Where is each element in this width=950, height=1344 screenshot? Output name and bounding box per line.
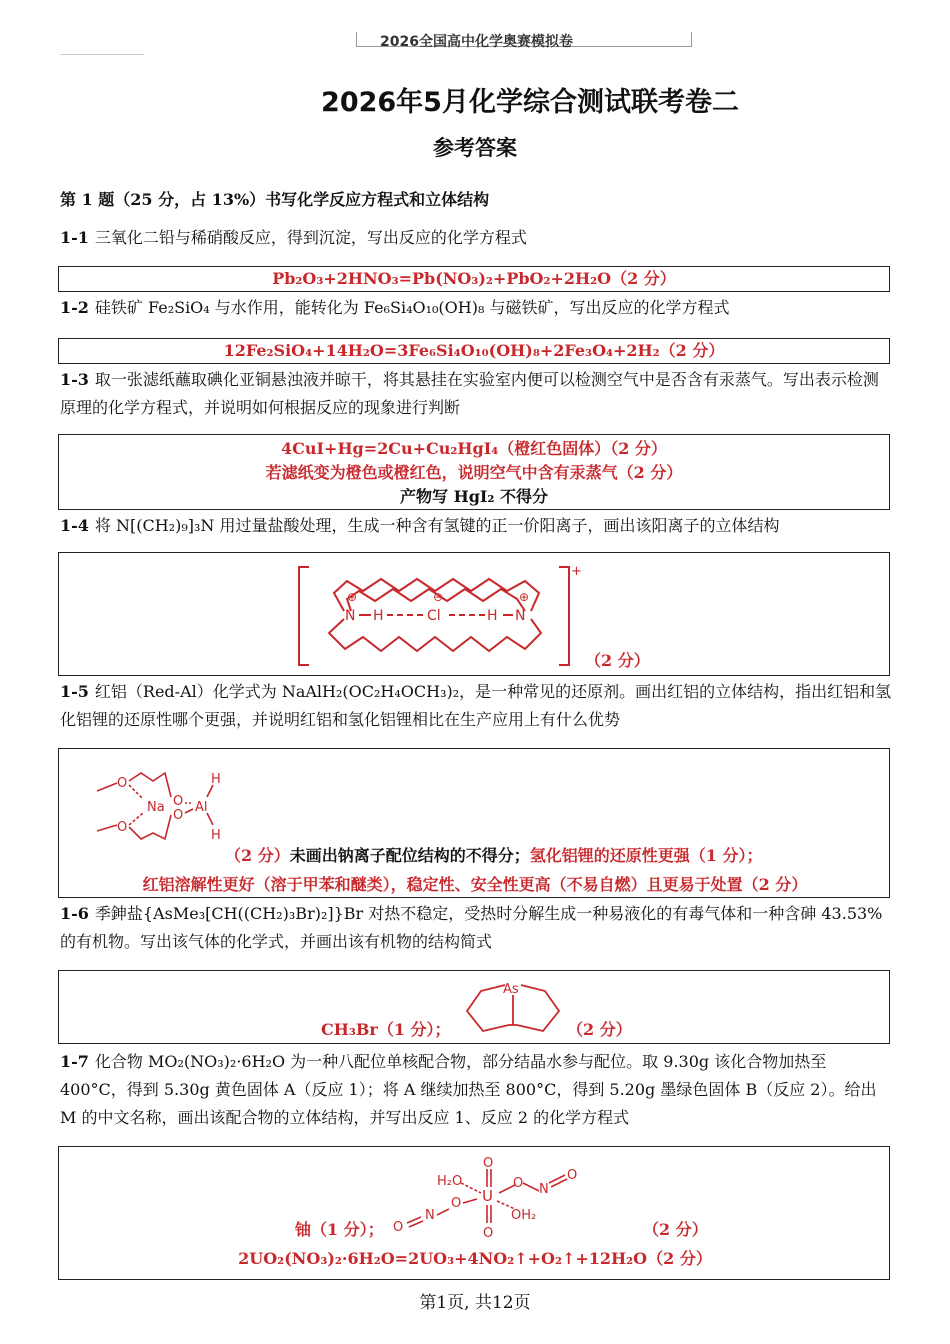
question-number: 1-4 <box>60 516 89 535</box>
question-number: 1-2 <box>60 298 89 317</box>
answer-equation: 2UO₂(NO₃)₂·6H₂O=2UO₃+4NO₂↑+O₂↑+12H₂O（2 分） <box>238 1249 712 1268</box>
answer-box-1-5 <box>58 748 890 898</box>
oxygen-label: O <box>483 1156 494 1171</box>
answer-score: （2 分） <box>643 1220 708 1239</box>
answer-line-1 <box>225 843 762 866</box>
oxygen-label: O <box>567 1168 578 1183</box>
question-text: 硅铁矿 Fe₂SiO₄ 与水作用，能转化为 Fe₆Si₄O₁₀(OH)₈ 与磁铁矿，写出反应的化学方程式 <box>94 298 730 317</box>
oxygen-label: O <box>483 1226 494 1239</box>
question-text: 季鉮盐{AsMe₃[CH((CH₂)₃Br)₂]}Br 对热不稳定，受热时分解生成一种易液化的有毒气体和一种含砷 43.53%的有机物。写出该气体的化学式，并画出该有机物的结构简式 <box>60 904 883 951</box>
arsenic-label: As <box>503 982 519 997</box>
answer-line-2: 若滤纸变为橙色或橙红色，说明空气中含有汞蒸气（2 分） <box>265 463 683 482</box>
positive-charge-left-icon: ⊕ <box>347 590 358 604</box>
corner-mark <box>60 54 144 55</box>
oxygen-label: O <box>451 1196 462 1211</box>
question-text: 红铝（Red-Al）化学式为 NaAlH₂(OC₂H₄OCH₃)₂，是一种常见的还原剂。画出红铝的立体结构，指出红铝和氢化铝锂的还原性哪个更强，并说明红铝和氢化铝锂相比在生产应用上有什么优势 <box>60 682 892 729</box>
question-number: 1-7 <box>60 1052 89 1071</box>
question-1-4 <box>60 512 892 540</box>
question-1-6 <box>60 900 892 956</box>
question-text: 取一张滤纸蘸取碘化亚铜悬浊液并晾干，将其悬挂在实验室内便可以检测空气中是否含有汞蒸气。写出表示检测原理的化学方程式，并说明如何根据反应的现象进行判断 <box>60 370 879 417</box>
cation-structure-diagram <box>289 561 589 671</box>
hydrogen-right-label: H <box>487 608 498 624</box>
answer-box-1-3 <box>58 434 890 510</box>
question-1-3 <box>60 366 892 422</box>
running-header: 2026全国高中化学奥赛模拟卷 <box>380 34 573 50</box>
answer-note: 未画出钠离子配位结构的不得分； <box>289 846 530 865</box>
question-text: 将 N[(CH₂)₉]₃N 用过量盐酸处理，生成一种含有氢键的正一价阳离子，画出该阳离子的立体结构 <box>94 516 780 535</box>
overall-charge-label: + <box>571 564 582 579</box>
answer-box-1-7 <box>58 1146 890 1280</box>
page-footer: 第1页, 共12页 <box>419 1293 531 1313</box>
uranium-label: U <box>482 1187 493 1205</box>
sodium-label: Na <box>147 800 165 815</box>
answer-score: （2 分） <box>225 846 290 865</box>
answer-line-2: 红铝溶解性更好（溶于甲苯和醚类），稳定性、安全性更高（不易自燃）且更易于处置（2 分） <box>142 875 808 894</box>
section-heading: 第 1 题（25 分，占 13%）书写化学反应方程式和立体结构 <box>60 190 490 209</box>
answer-box-1-2 <box>58 338 890 364</box>
question-1-5 <box>60 678 892 734</box>
red-al-structure-diagram <box>89 769 239 849</box>
question-number: 1-3 <box>60 370 89 389</box>
oxygen-label: O <box>513 1176 524 1191</box>
aluminum-label: Al <box>195 800 208 815</box>
oxygen-label: O <box>117 776 128 791</box>
negative-charge-icon: ⊖ <box>433 590 444 604</box>
hydrogen-left-label: H <box>373 608 384 624</box>
answer-line-1: 4CuI+Hg=2Cu+Cu₂HgI₄（橙红色固体）（2 分） <box>281 439 667 458</box>
oxygen-label: O <box>173 794 184 809</box>
question-number: 1-5 <box>60 682 89 701</box>
nitrogen-left-label: N <box>345 608 356 624</box>
question-1-2 <box>60 294 892 322</box>
nitrogen-label: N <box>539 1182 549 1197</box>
answer-gas: CH₃Br（1 分）； <box>321 1020 451 1039</box>
page-title: 2026年5月化学综合测试联考卷二 <box>321 87 739 118</box>
answer-conclusion: 氢化铝锂的还原性更强（1 分）； <box>529 846 763 865</box>
question-number: 1-6 <box>60 904 89 923</box>
hydrogen-label: H <box>211 772 221 787</box>
answer-line-3: 产物写 HgI₂ 不得分 <box>400 487 548 506</box>
chloride-label: Cl <box>427 608 441 624</box>
answer-text: Pb₂O₃+2HNO₃=Pb(NO₃)₂+PbO₂+2H₂O（2 分） <box>272 269 676 288</box>
answer-score: （2 分） <box>567 1020 632 1039</box>
question-1-7 <box>60 1048 892 1132</box>
question-number: 1-1 <box>60 228 89 247</box>
oxygen-label: O <box>117 820 128 835</box>
uranyl-complex-structure <box>389 1153 589 1239</box>
answer-metal-name: 铀（1 分）； <box>295 1220 384 1239</box>
question-text: 化合物 MO₂(NO₃)₂·6H₂O 为一种八配位单核配合物，部分结晶水参与配位。取 9.30g 该化合物加热至 400°C，得到 5.30g 黄色固体 A（反应 1）；将 A 继续加热至 800°C，得到 5.20g 墨绿色固体 B（反应 2）。给出 M 的中文名称，画出该配合物的立体结构，并写出反应 1、反应 2 的化学方程式 <box>60 1052 877 1127</box>
question-text: 三氧化二铅与稀硝酸反应，得到沉淀，写出反应的化学方程式 <box>94 228 527 247</box>
positive-charge-right-icon: ⊕ <box>519 590 530 604</box>
hydrogen-label: H <box>211 828 221 843</box>
water-ligand-label: H₂O <box>437 1174 463 1189</box>
oxygen-label: O <box>393 1220 404 1235</box>
oxygen-label: O <box>173 808 184 823</box>
water-ligand-label: OH₂ <box>511 1208 537 1223</box>
answer-box-1-6 <box>58 970 890 1044</box>
answer-text: 12Fe₂SiO₄+14H₂O=3Fe₆Si₄O₁₀(OH)₈+2Fe₃O₄+2H₂（2 分） <box>223 341 725 360</box>
nitrogen-label: N <box>425 1208 435 1223</box>
answer-box-1-1 <box>58 266 890 292</box>
answer-box-1-4 <box>58 552 890 676</box>
bicyclic-arsenic-structure <box>459 975 569 1039</box>
nitrogen-right-label: N <box>515 608 526 624</box>
page-subtitle: 参考答案 <box>433 136 517 160</box>
question-1-1 <box>60 224 892 252</box>
answer-score: （2 分） <box>585 651 650 670</box>
